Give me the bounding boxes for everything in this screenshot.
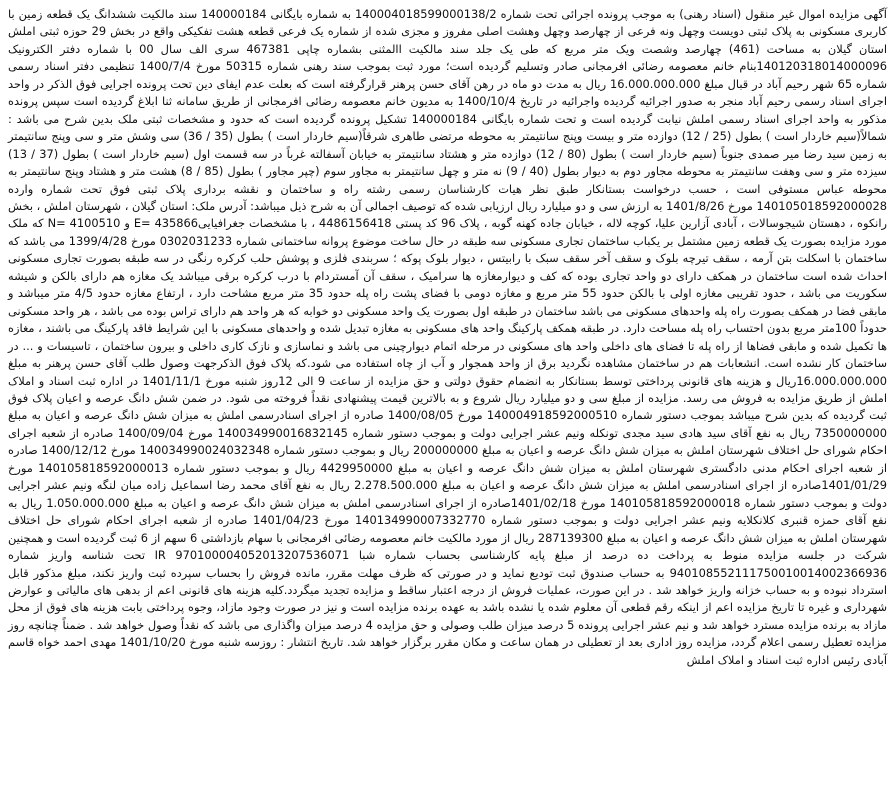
notice-text: آگهی مزایده اموال غیر منقول (اسناد رهنی) به موجب پرونده اجرائی تحت شماره 140004018599000138/2 به شماره بایگانی 140000184 سند مالکیت ششدانگ یک قطعه زمین با کاربری مسکونی به پلاک ثبتی دویست وچهل ونه فرعی از چهارصد وچهل وهشت اصلی مفروز و مجزی شده از شماره یک فرعی قطعه هشت تفکیکی واقع در بخش 29 حوزه ثبتی املش استان گیلان به مساحت (461) چهارصد وشصت ویک متر مربع که طی یک جلد سند مالکیت االمثنی بشماره چاپی 467381 سری الف سال 00 با شماره دفتر الکترونیک 140120318014000096بنام خانم معصومه رضائی افرمجانی صادر وتسلیم گردیده است؛ مورد ثبت بموجب سند رهنی شماره 50315 مورخ 1400/7/4 تنظیمی دفتر اسناد رسمی شماره 65 شهر رحیم آباد در قبال مبلغ 16.000.000.000 ریال به مدت دو ماه در رهن آقای حسن پرهنر قرارگرفته است که بعلت عدم ایفای دین تحت پرونده اجرایی فوق الذکر در واحد اجرای اسناد رسمی رحیم آباد منجر به صدور اجرائیه گردیده واجرائیه در تاریخ 1400/10/4 به مدیون خانم معصومه رضائی افرمجانی از طریق سامانه ثنا ابلاغ گردیده است سپس پرونده مذکور به واحد اجرای اسناد رسمی املش نیابت گردیده است و تحت شماره بایگانی 140000184 تشکیل پرونده گردیده است که حدود و مشخصات ثبتی ملک بدین شرح می باشد : شمالاً(سیم خاردار است ) بطول (25 / 12) دوازده متر و بیست وپنج سانتیمتر به محوطه مرتضی طاهری شرقاً(سیم خاردار است ) بطول (35 / 36) سی وشش متر و سی وپنج سانتیمتر به زمین سید رضا میر صمدی جنوباً (سیم خاردار است ) بطول (80 / 12) دوازده متر و هشتاد سانتیمتر به خیابان آسفالته غرباً در سه قسمت اول (سیم خاردار است ) بطول (37 / 13) سیزده متر و سی وهفت سانتیمتر به محوطه مجاور دوم به دیوار بطول (40 / 9) نه متر و چهل سانتیمتر به مجاور سوم (چپر مجاور ) بطول (85 / 8) هشت متر و هشتاد وپنج سانتیمتر به محوطه عباس مستوفی است ، حسب درخواست بستانکار طبق نظر هیات کارشناسان رسمی رشته راه و ساختمان و نقشه برداری پلاک ثبتی فوق تحت شماره وارده 140105018592000028 مورخ 1401/8/26 به ارزش سی و دو میلیارد ریال ارزیابی شده که توصیف اجمالی آن به شرح ذیل میباشد: آدرس ملک: استان گیلان ، شهرستان املش ، بخش رانکوه ، دهستان شیجوسالات ، آبادی آزارین علیا، کوچه لاله ، خیابان جاده کهنه گوبه ، پلاک 96 کد پستی 4486156418 ، با مشخصات جغرافیایی435866 =E و 4100510 =N که ملک مورد مزایده بصورت یک قطعه زمین مشتمل بر یکباب ساختمان تجاری مسکونی سه طبقه در حال ساخت موضوع پروانه ساختمانی شماره 0302031233 مورخ 1399/4/28 می باشد که ساختمان با اسکلت بتن آرمه ، سقف تیرچه بلوک و سقف آخر سقف سبک با رابیتس ، دیوار بلوک پوکه ؛ سربندی فلزی و پوشش حلب کرکره رنگی در سه طبقه بصورت تجاری مسکونی احداث شده است ساختمان در همکف دارای دو واحد تجاری بوده که کف و دیوارمغازه ها سرامیک ، سقف آن آمستردام با درب کرکره برقی میباشد یک مغازه هم دارای بالکن و شیشه سکوریت می باشد ، حدود تقریبی مغازه اولی با بالکن حدود 55 متر مربع و مغازه دومی با فضای پشت راه پله حدود 35 متر مربع مشاحت دارد ، ارتفاع مغازه حدود 4/5 متر میباشد و مابقی فضا در همکف بصورت راه پله واحدهای مسکونی می باشد ساختمان در طبقه اول بصورت یک واحد مسکونی دو خوابه که هر واحد هم دارای تراس بوده می باشد ، هر واحد مسکونی حدوداً 100متر مربع بدون احتساب راه پله مساحت دارد. در طبقه همکف پارکینگ واحد های مسکونی به مغازه تبدیل شده و واحدهای مسکونی با این شرایط فاقد پارکینگ می باشند ، مغازه ها تکمیل شده و مابقی فضاها از راه پله تا فضای های داخلی واحد های مسکونی در مرحله اتمام دیوارچینی می باشد و نماسازی و نازک کاری داخلی و بیرون ساختمان ، تاسیسات و ... در ساختمان کار نشده است. انشعابات هم در ساختمان مشاهده نگردید برق از واحد همجوار و آب از چاه استفاده می شود.که پلاک فوق الذکرجهت وصول طلب آقای حسن پرهنر به مبلغ 16.000.000.000ریال و هزینه های قانونی پرداختی توسط بستانکار به انضمام حقوق دولتی و حق مزایده از ساعت 9 الی 12روز شنبه مورخ 1401/11/1 در اداره ثبت اسناد و املاک املش از طریق مزایده به فروش می رسد. مزایده از مبلغ سی و دو میلیارد ریال شروع و به بالاترین قیمت پیشنهادی نقداً فروخته می شود. در ضمن شش دانگ عرصه و اعیان پلاک فوق ثبت گردیده که بدین شرح میباشد بموجب دستور شماره 140004918592000510 مورخ 1400/08/05 صادره از اجرای اسنادرسمی املش به میزان شش دانگ عرصه و اعیان به مبلغ 7350000000 ریال به نفع آقای سید هادی سید مجدی تونکله ونیم عشر اجرایی دولت و بموجب دستور شماره 140034990016832145 مورخ 1400/09/04 صادره از شعبه اجرای احکام شورای حل اختلاف شهرستان املش به میزان شش دانگ عرصه و اعیان به مبلغ 200000000 ریال و بموجب دستور شماره 140034990024032348 مورخ 1400/12/12 صادره از شعبه اجرای احکام مدنی دادگستری شهرستان املش به میزان شش دانگ عرصه و اعیان به مبلغ 4429950000 ریال و بموجب دستور شماره 140105818592000013 مورخ 1401/01/29صادره از اجرای اسنادرسمی املش به میزان شش دانگ عرصه و اعیان به مبلغ 2.278.500.000 ریال به نفع آقای محمد رضا اسماعیل زاده میان لنگه ونیم عشر اجرایی دولت و بموجب دستور شماره 140105818592000018 مورخ 1401/02/18صادره از اجرای اسنادرسمی املش به میزان شش دانگ عرصه و اعیان به مبلغ 1.050.000.000 ریال به نفع آقای حمزه قنبری کلانکلایه ونیم عشر اجرایی دولت و بموجب دستور شماره 140134990007332770 مورخ 1401/04/23 صادره از شعبه اجرای احکام شورای حل اختلاف شهرستان املش به میزان شش دانگ عرصه و اعیان به مبلغ 287139300 ریال از مورد مالکیت خانم معصومه رضائی افرمجانی با سهام بازداشتی 6 سهم از 6 ثبت گردیده است و همچنین شرکت در جلسه مزایده منوط به پرداخت ده درصد از مبلغ پایه کارشناسی بحساب شماره شبا IR 970100004052013207536071 تحت شناسه واریز شماره 940108552111750010014002366936 به حساب صندوق ثبت تودیع نماید و در صورتی که ظرف مهلت مقرر، مانده فروش را بحساب سپرده ثبت واریز نکند، مبلغ مذکور قابل استرداد نبوده و به حساب خزانه واریز خواهد شد . در این صورت، عملیات فروش از درجه اعتبار ساقط و مزایده تجدید میگردد.کلیه هزینه های قانونی اعم از بدهی های مالیاتی و عوارض شهرداری و غیره تا تاریخ مزایده اعم از اینکه رقم قطعی آن معلوم شده یا نشده باشد به عهده برنده مزایده است و نیز در صورت وجود مازاد، وجوه پرداختی بابت هزینه های فوق از محل مازاد به برنده مزایده مسترد خواهد شد و نیم عشر اجرایی پرونده 5 درصد میزان طلب وصولی و حق مزایده 4 درصد میزان واگذاری می باشد که نقداً وصول خواهد شد . ضمناً چنانچه روز مزایده تعطیل رسمی اعلام گردد، مزایده روز اداری بعد از تعطیلی در همان ساعت و مکان مقرر برگزار خواهد شد. تاریخ انتشار : روزسه شنبه مورخ 1401/10/20 مهدی احمد خواه قاسم آبادی رئیس اداره ثبت اسناد و املاک املش (8, 7, 888, 667)
